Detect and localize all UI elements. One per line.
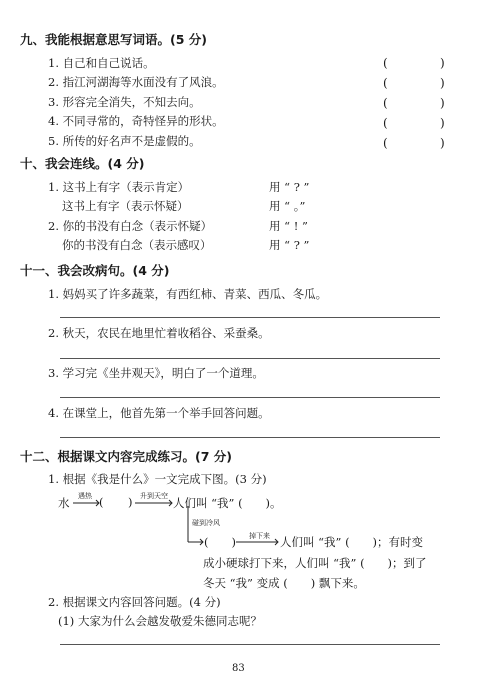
call-3: 成小硬球打下来，人们叫 “我” ( )；到了 [203, 556, 427, 570]
blank-1-open[interactable]: ( [99, 495, 104, 509]
call-4: 冬天 “我” 变成 ( ) 飘下来。 [203, 576, 365, 590]
blank-2[interactable]: ( ) [204, 535, 236, 549]
s10-left-2[interactable]: 这书上有字（表示怀疑） [62, 199, 189, 213]
s10-right-2[interactable]: 用 “ 。” [269, 199, 306, 213]
s10-right-4[interactable]: 用 “ ? ” [269, 238, 310, 252]
s10-left-3[interactable]: 2. 你的书没有白念（表示怀疑） [48, 219, 213, 233]
label-rise: 升到天空 [140, 492, 168, 500]
section-9-title: 九、我能根据意思写词语。(5 分) [20, 32, 207, 47]
call-1: 人们叫 “我” ( )。 [173, 496, 282, 510]
s9-item-1: 1. 自己和自己说话。 [48, 56, 155, 70]
s9-item-5: 5. 所传的好名声不是虚假的。 [48, 134, 201, 148]
s12-q2-1: (1) 大家为什么会越发敬爱朱德同志呢？ [58, 614, 262, 628]
section-10-title: 十、我会连线。(4 分) [20, 156, 145, 171]
s11-item-3: 3. 学习完《坐井观天》，明白了一个道理。 [48, 366, 264, 380]
paren-open: ( [383, 56, 388, 70]
s10-left-1[interactable]: 1. 这书上有字（表示肯定） [48, 180, 190, 194]
s12-q1: 1. 根据《我是什么》一文完成下图。(3 分) [48, 472, 267, 486]
paren-open: ( [383, 76, 388, 90]
s11-item-1: 1. 妈妈买了许多蔬菜，有西红柿、青菜、西瓜、冬瓜。 [48, 287, 328, 301]
label-cold: 碰到冷风 [192, 519, 220, 527]
s9-item-3: 3. 形容完全消失，不知去向。 [48, 95, 201, 109]
section-12-title: 十二、根据课文内容完成练习。(7 分) [20, 449, 232, 464]
page-number: 83 [232, 663, 245, 674]
s12-answer-line[interactable] [60, 644, 440, 645]
section-11-title: 十一、我会改病句。(4 分) [20, 263, 170, 278]
label-heat: 遇热 [78, 492, 92, 500]
s11-item-2: 2. 秋天，农民在地里忙着收稻谷、采蚕桑。 [48, 326, 270, 340]
paren-open: ( [383, 96, 388, 110]
paren-open: ( [383, 116, 388, 130]
paren-close: ) [440, 116, 445, 130]
paren-open: ( [383, 136, 388, 150]
s11-item-4: 4. 在课堂上，他首先第一个举手回答问题。 [48, 406, 270, 420]
paren-close: ) [440, 136, 445, 150]
s9-item-4: 4. 不同寻常的，奇特怪异的形状。 [48, 114, 224, 128]
s10-right-3[interactable]: 用 “ ! ” [269, 219, 308, 233]
paren-close: ) [440, 96, 445, 110]
diagram-water: 水 [58, 496, 70, 510]
paren-close: ) [440, 76, 445, 90]
s10-left-4[interactable]: 你的书没有白念（表示感叹） [62, 238, 212, 252]
paren-close: ) [440, 56, 445, 70]
s10-right-1[interactable]: 用 “ ? ” [269, 180, 310, 194]
blank-1-close[interactable]: ) [128, 495, 133, 509]
s12-q2: 2. 根据课文内容回答问题。(4 分) [48, 595, 221, 609]
label-fall: 掉下来 [249, 532, 270, 540]
s9-item-2: 2. 指江河湖海等水面没有了风浪。 [48, 75, 224, 89]
call-2: 人们叫 “我” ( )；有时变 [280, 535, 424, 549]
